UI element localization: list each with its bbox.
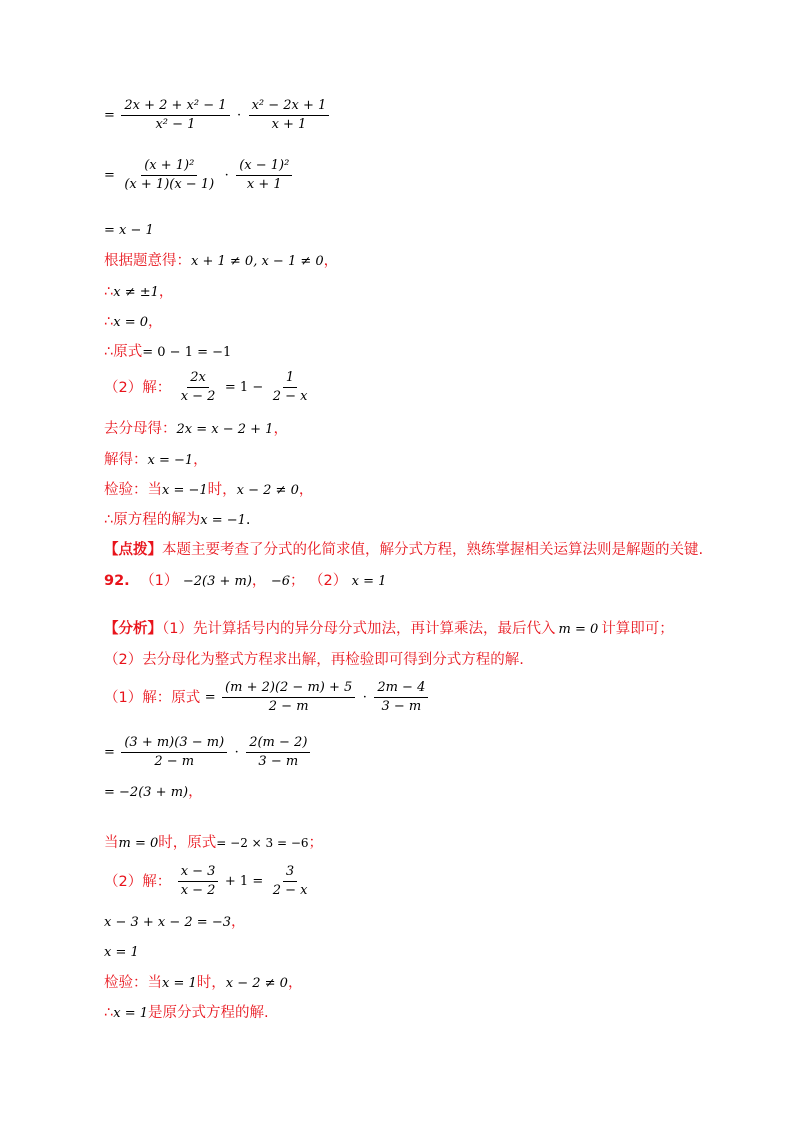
solve-line: x = 1 <box>104 945 139 960</box>
fraction: $\frac{(m + 2)(2 - m) + 5}{2 - m}$ <box>222 680 355 715</box>
step-factor: = $\frac{(3 + m)(3 - m)}{2 - m}$ · $\frac{2(m - 2)}{3 - m}$ <box>104 735 312 770</box>
fraction: $\frac{2(m - 2)}{3 - m}$ <box>246 735 310 770</box>
check-line: 检验：当x = −1时，x − 2 ≠ 0， <box>104 482 314 498</box>
solve-line: 解得：x = −1， <box>104 452 208 468</box>
solution-line: ∴原方程的解为x = −1. <box>104 512 251 528</box>
tip-note: 【点拨】本题主要考查了分式的化简求值，解分式方程，熟练掌握相关运算法则是解题的关键. <box>104 542 704 558</box>
evaluate-line: 当m = 0时，原式= −2 × 3 = −6； <box>104 835 324 851</box>
fraction: $\frac{\text{x² − 2x + 1}}{x + 1}$ <box>249 98 330 133</box>
condition-line: 根据题意得：x + 1 ≠ 0, x − 1 ≠ 0， <box>104 253 339 269</box>
part-1-expression: （1）解：原式 = $\frac{(m + 2)(2 - m) + 5}{2 - m}$ · $\frac{2m - 4}{3 - m}$ <box>104 680 430 715</box>
fraction: $\frac{1}{2 - x}$ <box>272 370 308 404</box>
therefore-line: ∴x ≠ ±1， <box>104 284 174 300</box>
question-number: 92. <box>104 573 130 589</box>
part-2-equation: （2）解： $\frac{2x}{x - 2}$ = 1 − $\frac{1}{2 - x}$ <box>104 370 312 405</box>
fraction: $\frac{2x}{x - 2}$ <box>180 370 216 404</box>
part-2-equation: （2）解： $\frac{x - 3}{x - 2}$ + 1 = $\frac{3}{2 - x}$ <box>104 864 312 899</box>
clear-denominator-line: 去分母得：2x = x − 2 + 1， <box>104 421 288 437</box>
fraction: $\frac{\text{2x + 2 + x² − 1}}{\text{x² − 1}}$ <box>121 98 229 133</box>
fraction: $\frac{3}{2 - x}$ <box>272 864 308 898</box>
step-result: = −2(3 + m)， <box>104 784 203 800</box>
fraction: $\frac{2m - 4}{3 - m}$ <box>374 680 428 715</box>
solution-line: ∴x = 1是原分式方程的解. <box>104 1005 269 1021</box>
step-simplify-1: = $\frac{\text{2x + 2 + x² − 1}}{\text{x² − 1}}$ · $\frac{\text{x² − 2x + 1}}{x + 1}$ <box>104 98 331 133</box>
fraction: $\frac{\text{(x − 1)²}}{x + 1}$ <box>236 158 292 193</box>
step-simplify-2: = $\frac{\text{(x + 1)²}}{(x + 1)(x - 1)}$ · $\frac{\text{(x − 1)²}}{x + 1}$ <box>104 158 294 193</box>
fraction: $\frac{x - 3}{x - 2}$ <box>178 864 219 899</box>
analysis-line-2: （2）去分母化为整式方程求出解，再检验即可得到分式方程的解. <box>104 652 524 668</box>
fraction: $\frac{\text{(x + 1)²}}{(x + 1)(x - 1)}$ <box>124 158 215 192</box>
check-line: 检验：当x = 1时，x − 2 ≠ 0， <box>104 975 303 991</box>
analysis-line-1: 【分析】（1）先计算括号内的异分母分式加法，再计算乘法，最后代入 m = 0 计算即可； <box>104 621 674 637</box>
clear-denominator-line: x − 3 + x − 2 = −3， <box>104 914 246 930</box>
step-result: = x − 1 <box>104 223 154 238</box>
therefore-line: ∴x = 0， <box>104 314 163 330</box>
therefore-line: ∴原式= 0 − 1 = −1 <box>104 344 232 360</box>
fraction: $\frac{(3 + m)(3 - m)}{2 - m}$ <box>121 735 227 770</box>
question-92-answer: 92. （1） −2(3 + m)， −6； （2） x = 1 <box>104 573 387 589</box>
